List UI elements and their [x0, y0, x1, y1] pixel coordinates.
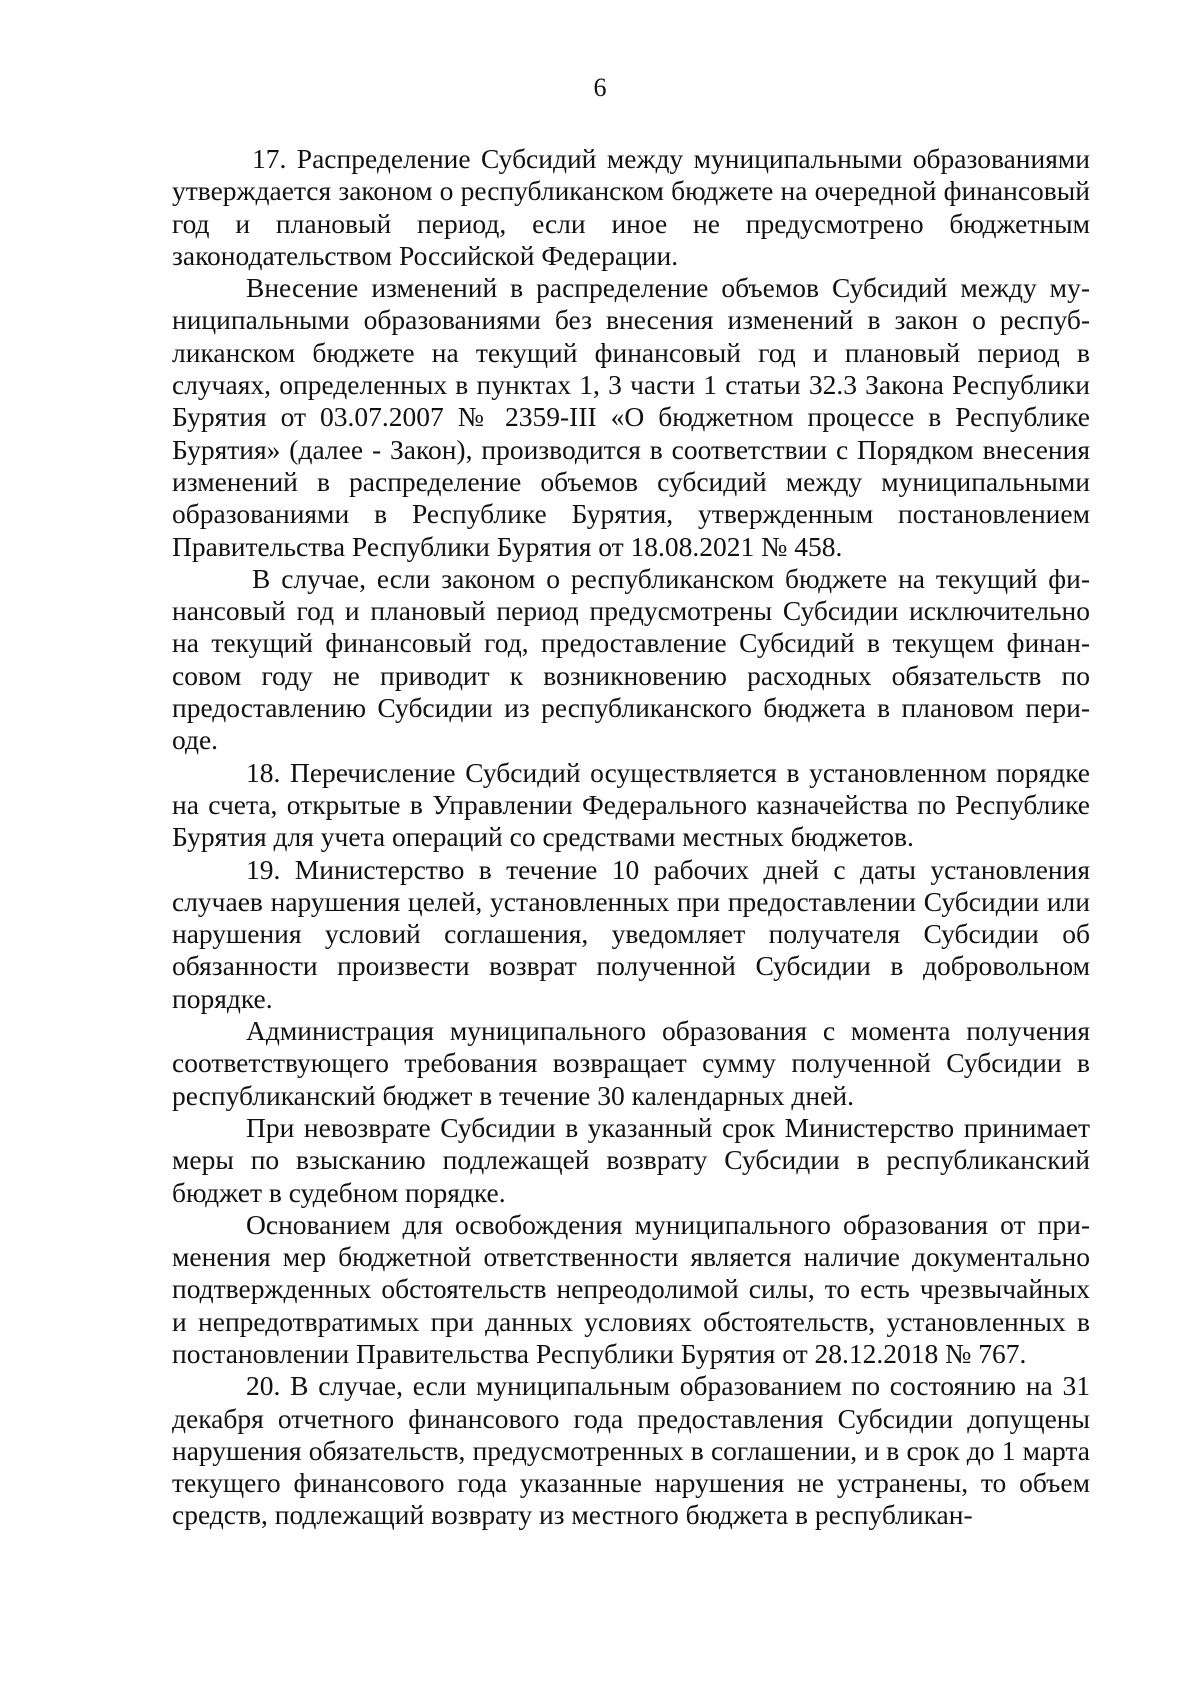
paragraph-20: 20. В случае, если муниципальным образованием по состоянию на 31 декабря отчетного финансового года предоставления Субсидии допущены нарушения обязательств, предусмотренных в соглашении, и в срок до 1 марта текущего финансового года указанные нарушения не устранены, то объем средств, подлежащий возврату из местного бюджета в республикан-: [172, 1370, 1090, 1531]
page-number: 6: [593, 73, 607, 102]
document-body: [172, 143, 1090, 1532]
paragraph-force-majeure: Основанием для освобождения муниципального образования от применения мер бюджетной ответственности является наличие документально подтвержденных обстоятельств непреодолимой силы, то есть чрезвычайных и непредотвратимых при данных условиях обстоятельств, установленных в постановлении Правительства Республики Бурятия от 28.12.2018 № 767.: [172, 1208, 1090, 1369]
paragraph-non-return: При невозврате Субсидии в указанный срок Министерство принимает меры по взысканию подлежащей возврату Субсидии в республиканский бюджет в судебном порядке.: [172, 1111, 1090, 1208]
paragraph-current-year-case: В случае, если законом о республиканском бюджете на текущий финансовый год и плановый период предусмотрены Субсидии исключительно на текущий финансовый год, предоставление Субсидий в текущем финансовом году не приводит к возникновению расходных обязательств по предоставлению Субсидии из республиканского бюджета в плановом периоде.: [172, 562, 1090, 756]
paragraph-subsidy-changes: Внесение изменений в распределение объемов Субсидий между муниципальными образованиями без внесения изменений в закон о республиканском бюджете на текущий финансовый год и плановый период в случаях, определенных в пунктах 1, 3 части 1 статьи 32.3 Закона Республики Бурятия от 03.07.2007 № 2359-III «О бюджетном процессе в Республике Бурятия» (далее - Закон), производится в соответствии с Порядком внесения изменений в распределение объемов субсидий между муниципальными образованиями в Республике Бурятия, утвержденным постановлением Правительства Республики Бурятия от 18.08.2021 № 458.: [172, 272, 1090, 562]
paragraph-18: 18. Перечисление Субсидий осуществляется в установленном порядке на счета, открытые в Управлении Федерального казначейства по Республике Бурятия для учета операций со средствами местных бюджетов.: [172, 756, 1090, 853]
paragraph-19: 19. Министерство в течение 10 рабочих дней с даты установления случаев нарушения целей, установленных при предоставлении Субсидии или нарушения условий соглашения, уведомляет получателя Субсидии об обязанности произвести возврат полученной Субсидии в добровольном порядке.: [172, 853, 1090, 1014]
paragraph-administration-return: Администрация муниципального образования с момента получения соответствующего требования возвращает сумму полученной Субсидии в республиканский бюджет в течение 30 календарных дней.: [172, 1015, 1090, 1111]
paragraph-17: 17. Распределение Субсидий между муниципальными образованиями утверждается законом о республиканском бюджете на очередной финансовый год и плановый период, если иное не предусмотрено бюджетным законодательством Российской Федерации.: [172, 143, 1090, 271]
